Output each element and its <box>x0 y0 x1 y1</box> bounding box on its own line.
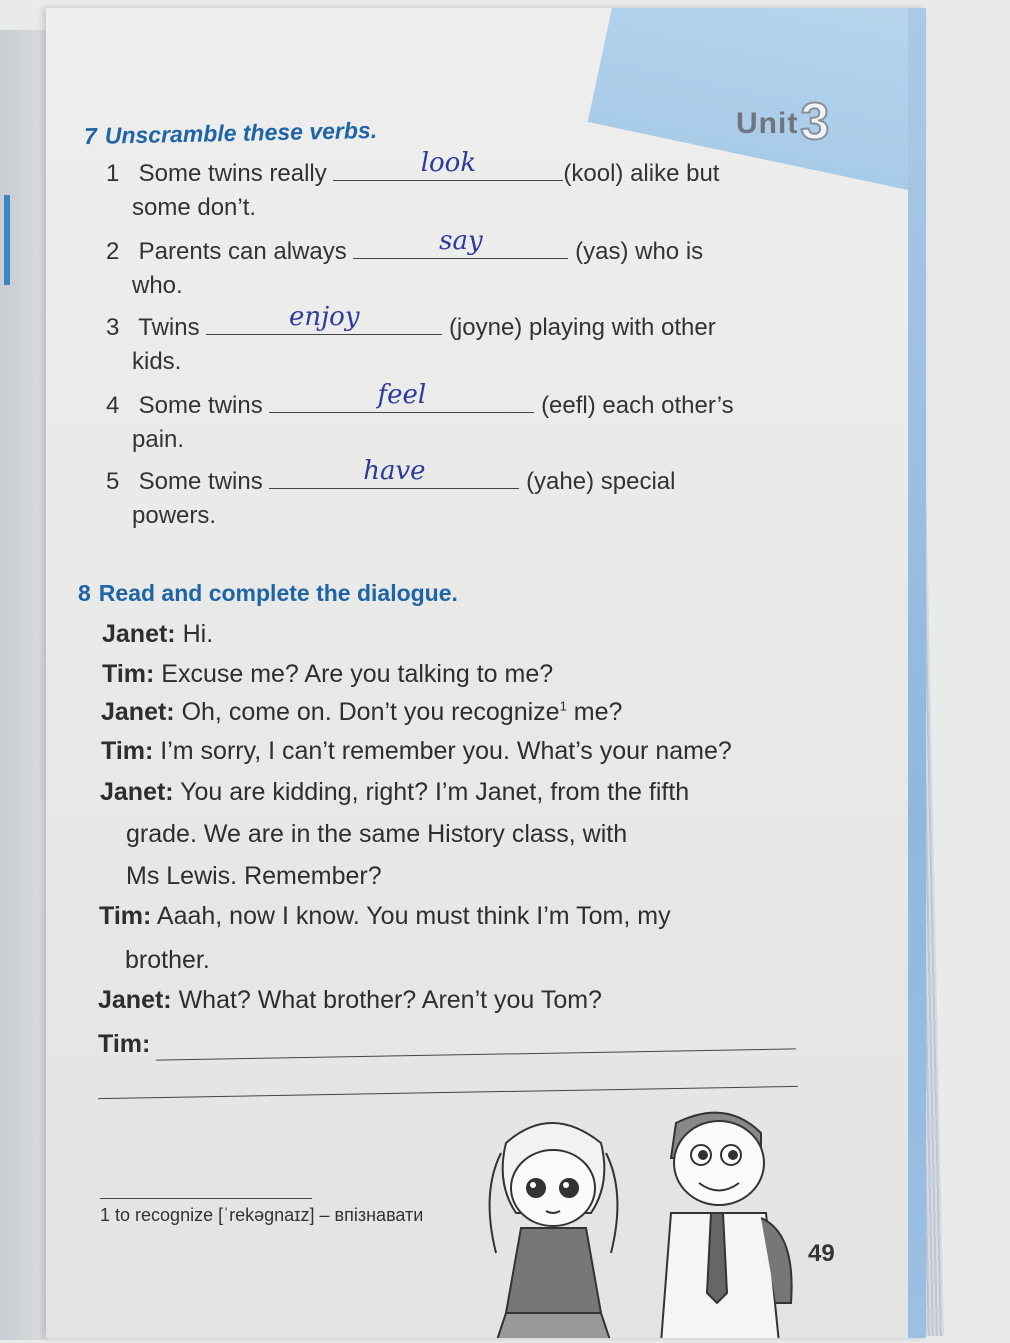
footnote-text: to recognize [ˈrekəgnaɪz] – впізнавати <box>115 1205 424 1225</box>
dialogue-text: You are kidding, right? I’m Janet, from the fifth <box>173 778 690 806</box>
speaker: Tim: <box>102 660 155 688</box>
dialogue-text: Ms Lewis. Remember? <box>126 862 382 890</box>
answer-blank[interactable] <box>206 302 442 335</box>
speaker: Tim: <box>101 737 154 765</box>
dialogue-line-4 <box>101 737 732 766</box>
exercise-8-heading <box>78 580 458 607</box>
answer-blank[interactable] <box>333 148 563 181</box>
item-text-before: Some twins <box>138 468 263 495</box>
item-text-after: (yas) who is <box>575 238 704 265</box>
handwritten-answer: have <box>363 456 426 486</box>
speaker: Janet: <box>101 698 175 726</box>
exercise-7-item-3-continuation: kids. <box>132 348 182 375</box>
dialogue-line-1 <box>102 620 213 649</box>
exercise-8-title: Read and complete the dialogue. <box>98 580 458 606</box>
footnote-marker: 1 <box>100 1205 111 1225</box>
speaker: Janet: <box>100 778 174 806</box>
exercise-7-heading <box>84 117 378 150</box>
answer-blank[interactable] <box>269 456 519 489</box>
dialogue-text: Aaah, now I know. You must think I’m Tom, my <box>151 902 671 930</box>
dialogue-line-5 <box>100 778 689 807</box>
workbook-page <box>46 8 926 1338</box>
speaker: Tim: <box>98 1030 151 1058</box>
handwritten-answer: enjoy <box>288 302 360 332</box>
dialogue-text: What? What brother? Aren’t you Tom? <box>171 986 602 1014</box>
footnote-rule <box>100 1198 312 1199</box>
exercise-7-item-5-continuation: powers. <box>132 502 217 529</box>
dialogue-line-3 <box>101 698 622 727</box>
unit-number: 3 <box>800 93 831 151</box>
left-page-edge <box>0 30 48 1340</box>
left-page-tab <box>4 195 10 285</box>
item-number: 2 <box>106 238 120 265</box>
exercise-7-item-1 <box>106 148 720 188</box>
dialogue-text-after: me? <box>566 698 623 726</box>
dialogue-line-7 <box>126 862 382 891</box>
page-number: 49 <box>808 1240 835 1267</box>
dialogue-text: Hi. <box>175 620 214 648</box>
footnote-marker: 1 <box>559 698 567 714</box>
exercise-7-item-4-continuation: pain. <box>132 426 185 453</box>
answer-blank[interactable] <box>353 226 568 259</box>
speaker: Tim: <box>99 902 152 930</box>
handwritten-answer: say <box>439 226 483 256</box>
dialogue-line-11 <box>98 1030 150 1059</box>
exercise-8-number: 8 <box>78 580 91 606</box>
exercise-7-item-2 <box>106 226 704 266</box>
speaker: Janet: <box>102 620 176 648</box>
item-number: 5 <box>106 468 120 495</box>
boy-figure <box>661 1113 792 1338</box>
dialogue-text: I’m sorry, I can’t remember you. What’s your name? <box>153 737 732 765</box>
item-text-after: (kool) alike but <box>563 160 720 187</box>
exercise-7-title: Unscramble these verbs. <box>104 116 378 149</box>
speaker: Janet: <box>98 986 172 1014</box>
answer-line-1[interactable] <box>156 1048 796 1060</box>
item-number: 4 <box>106 392 120 419</box>
dialogue-text: Oh, come on. Don’t you recognize <box>174 698 560 726</box>
exercise-7-item-1-continuation: some don’t. <box>132 194 257 221</box>
dialogue-line-10 <box>98 986 602 1015</box>
item-number: 3 <box>106 314 120 341</box>
dialogue-text: brother. <box>125 946 210 974</box>
exercise-7-item-3 <box>106 302 716 342</box>
dialogue-line-2 <box>102 660 553 689</box>
answer-line-2[interactable] <box>98 1086 798 1099</box>
item-text-after: (eefl) each other’s <box>541 392 734 419</box>
item-text-before: Twins <box>138 314 200 341</box>
girl-figure <box>490 1123 618 1338</box>
item-text-after: (yahe) special <box>526 468 676 495</box>
exercise-7-number: 7 <box>83 122 98 150</box>
handwritten-answer: look <box>420 148 477 178</box>
exercise-7-item-4 <box>106 380 734 420</box>
item-text-before: Some twins really <box>138 160 327 187</box>
dialogue-line-8 <box>99 902 671 931</box>
dialogue-text: Excuse me? Are you talking to me? <box>154 660 554 688</box>
item-number: 1 <box>106 160 120 187</box>
exercise-7-item-5 <box>106 456 676 496</box>
exercise-7-item-2-continuation: who. <box>132 272 183 299</box>
item-text-before: Parents can always <box>138 238 347 265</box>
page-blue-edge <box>908 8 926 1338</box>
unit-label: Unit <box>736 107 799 140</box>
dialogue-text: grade. We are in the same History class, with <box>126 820 628 848</box>
item-text-after: (joyne) playing with other <box>448 314 716 341</box>
item-text-before: Some twins <box>138 392 263 419</box>
answer-blank[interactable] <box>269 380 534 413</box>
dialogue-line-6 <box>126 820 627 849</box>
footnote <box>100 1205 423 1226</box>
dialogue-line-9 <box>125 946 210 975</box>
unit-heading <box>736 86 831 151</box>
cartoon-children-illustration <box>461 1103 801 1338</box>
handwritten-answer: feel <box>377 380 427 410</box>
